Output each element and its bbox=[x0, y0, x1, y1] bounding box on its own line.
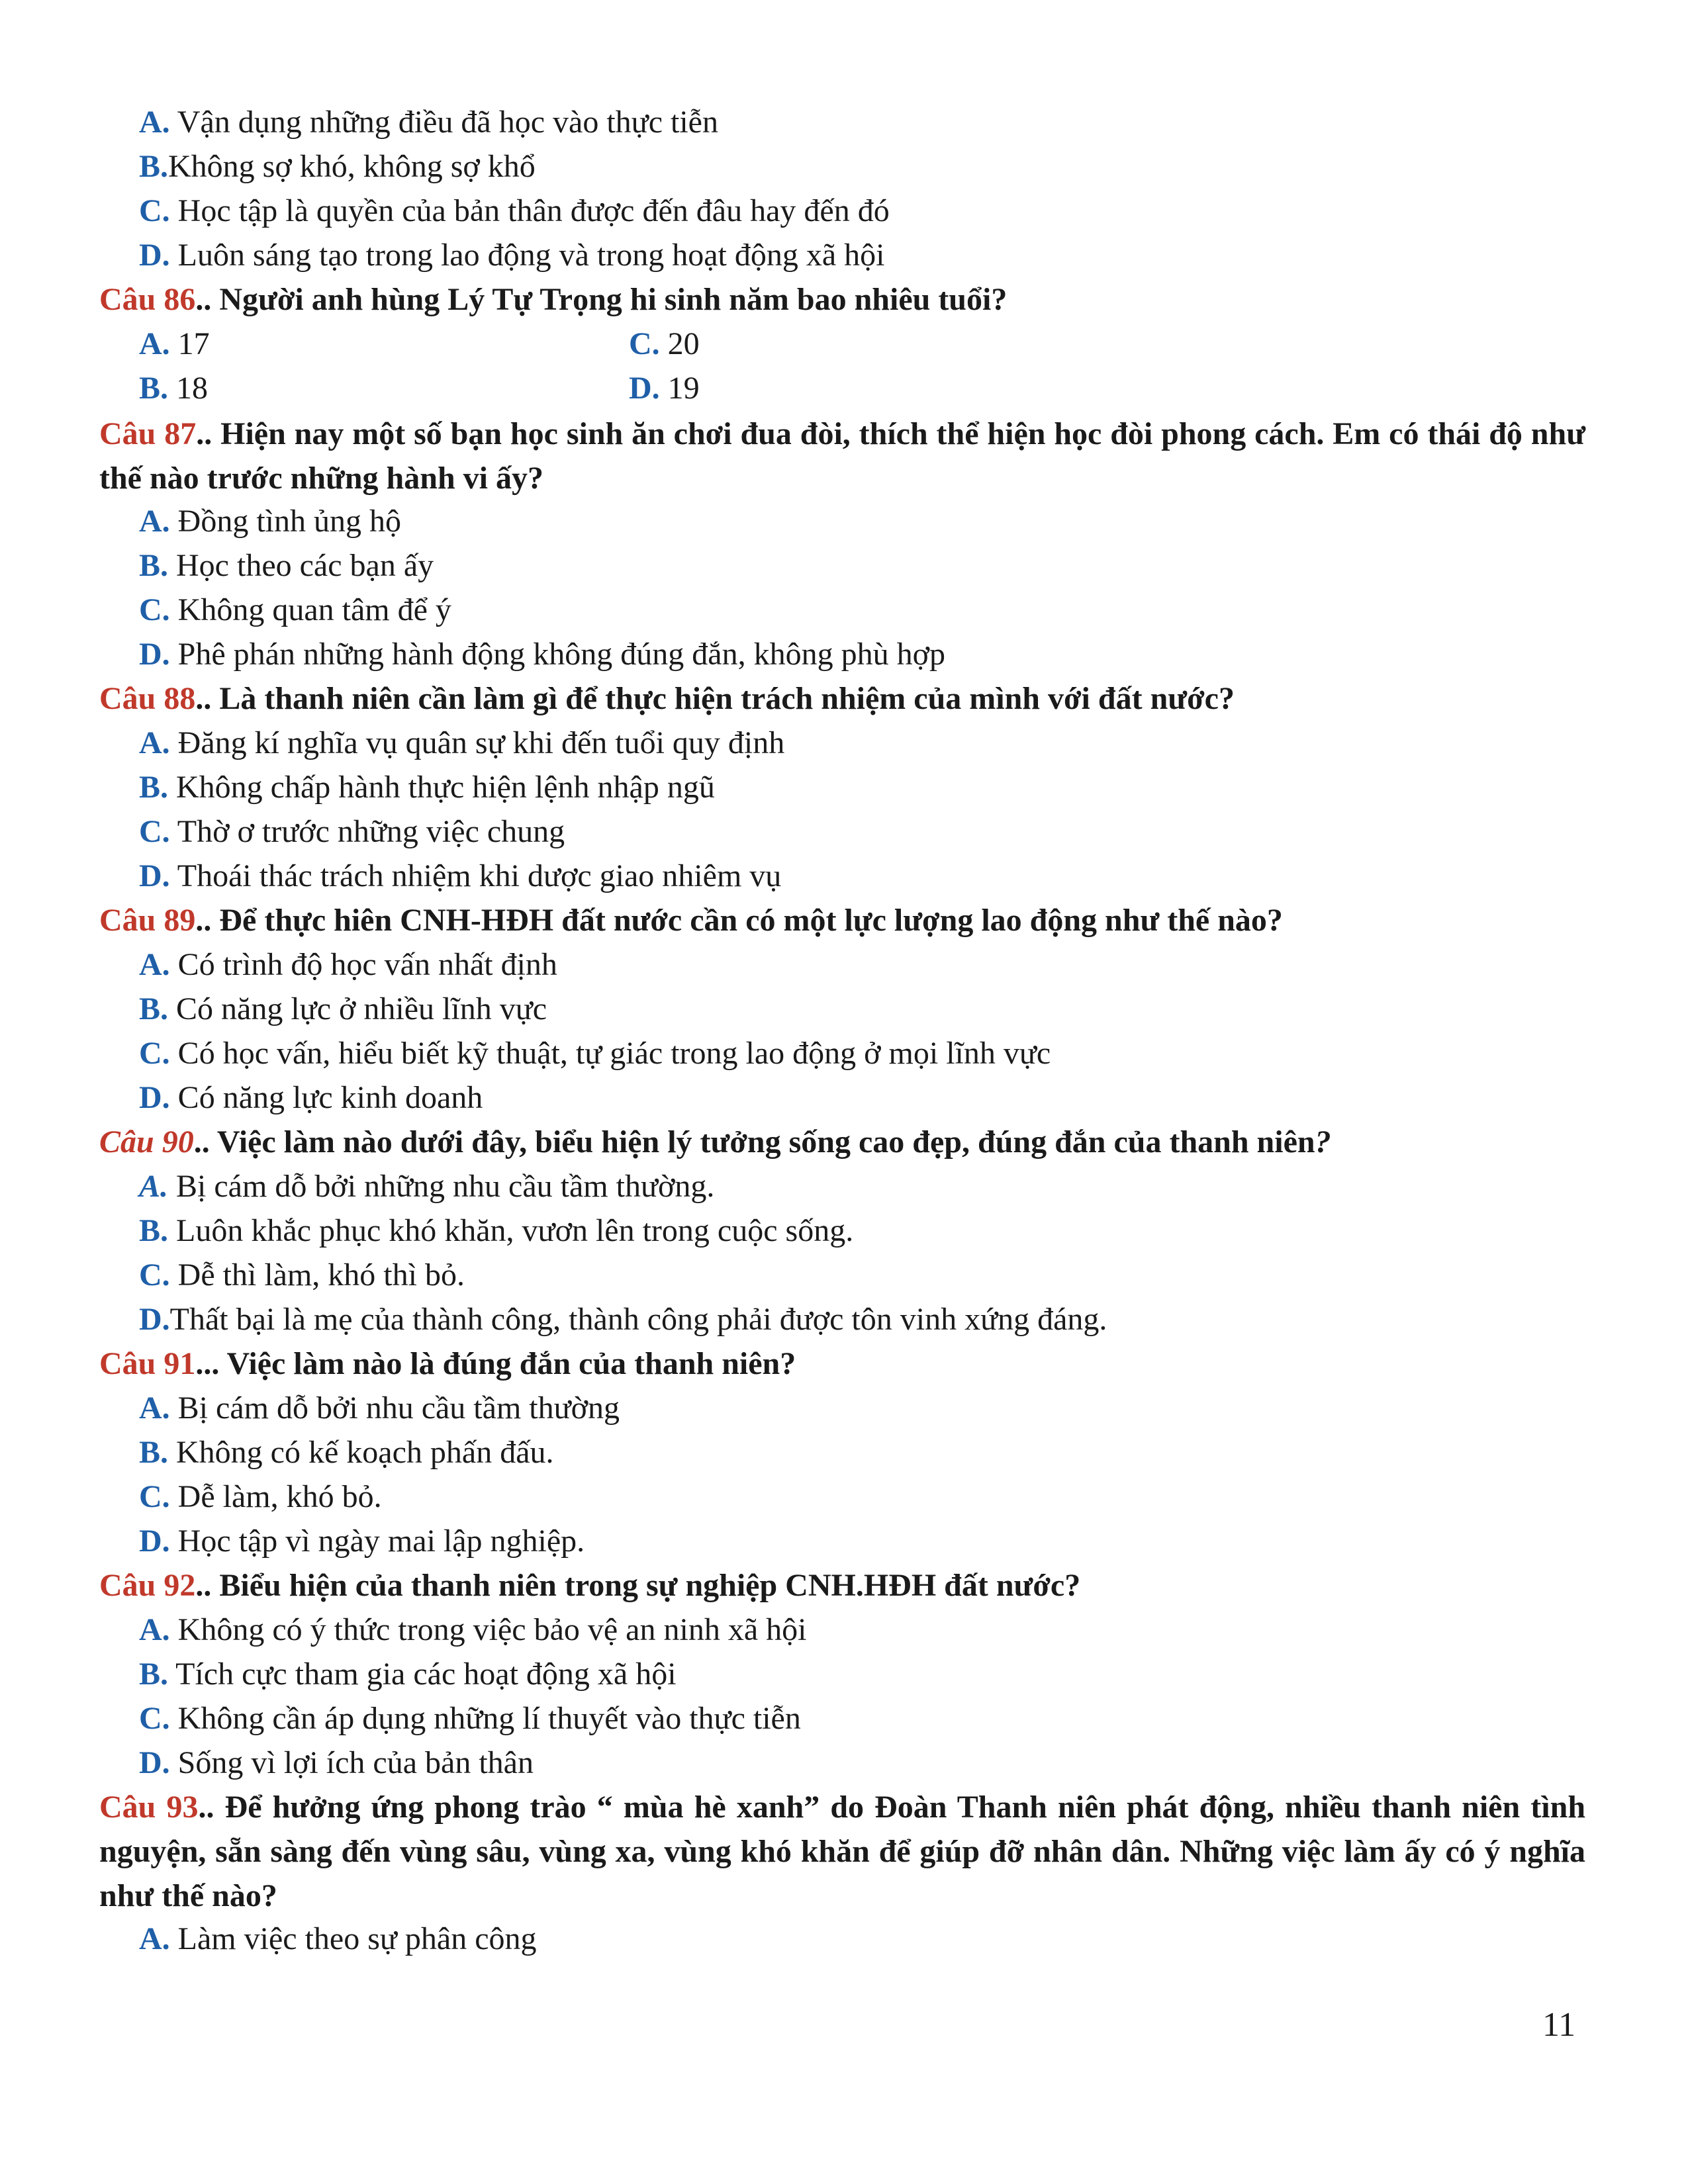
answer-text: Không chấp hành thực hiện lệnh nhập ngũ bbox=[168, 770, 715, 805]
question-91 bbox=[99, 1344, 796, 1384]
answer-d bbox=[139, 1300, 1107, 1340]
question-text: .. Để thực hiên CNH-HĐH đất nước cần có một lực lượng lao động như thế nào? bbox=[195, 903, 1283, 938]
answer-label: D. bbox=[139, 238, 170, 273]
answer-a bbox=[139, 1919, 537, 1959]
question-93 bbox=[99, 1785, 1585, 1918]
answer-d bbox=[139, 856, 781, 896]
answer-b bbox=[139, 1211, 853, 1251]
answer-label: D. bbox=[139, 1524, 170, 1559]
question-90 bbox=[99, 1122, 1331, 1162]
answer-text: Sống vì lợi ích của bản thân bbox=[169, 1745, 534, 1780]
answer-text: Phê phán những hành động không đúng đắn, không phù hợp bbox=[169, 637, 945, 672]
question-text: .. Hiện nay một số bạn học sinh ăn chơi đua đòi, thích thể hiện học đòi phong cách. Em có thái độ như thế nào trước những hành vi ấy? bbox=[99, 416, 1586, 496]
answer-text: Học theo các bạn ấy bbox=[168, 548, 434, 583]
answer-label: A. bbox=[139, 504, 170, 539]
answer-text: Có trình độ học vấn nhất định bbox=[169, 947, 557, 982]
answer-text: 19 bbox=[659, 371, 700, 406]
question-text: .. Người anh hùng Lý Tự Trọng hi sinh năm bao nhiêu tuổi? bbox=[195, 282, 1008, 317]
question-text: .. Để hưởng ứng phong trào “ mùa hè xanh” do Đoàn Thanh niên phát động, nhiều thanh niên tình nguyện, sẵn sàng đến vùng sâu, vùng xa, vùng khó khăn để giúp đỡ nhân dân. Những việc làm ấy có ý nghĩa như thế nào? bbox=[99, 1790, 1586, 1913]
question-mark: ? bbox=[1315, 1124, 1331, 1160]
answer-text: Dễ thì làm, khó thì bỏ. bbox=[169, 1257, 465, 1293]
answer-label: D. bbox=[139, 1080, 170, 1115]
answer-text: Luôn khắc phục khó khăn, vươn lên trong cuộc sống. bbox=[168, 1213, 854, 1248]
answer-label: C. bbox=[139, 1701, 170, 1736]
answer-c bbox=[139, 191, 890, 231]
answer-label: A. bbox=[139, 1921, 170, 1956]
answer-a bbox=[139, 502, 401, 541]
answer-a bbox=[139, 103, 718, 142]
answer-label: B. bbox=[139, 149, 169, 184]
answer-d bbox=[139, 635, 945, 674]
question-88 bbox=[99, 679, 1235, 719]
answer-text: Vận dụng những điều đã học vào thực tiễn bbox=[169, 105, 718, 140]
answer-label: A. bbox=[139, 1612, 170, 1647]
answer-text: Không quan tâm để ý bbox=[169, 592, 451, 627]
question-label: Câu 86 bbox=[99, 282, 196, 317]
question-text: .. Là thanh niên cần làm gì để thực hiện trách nhiệm của mình với đất nước? bbox=[195, 681, 1235, 716]
answer-text: Đăng kí nghĩa vụ quân sự khi đến tuổi quy định bbox=[169, 725, 785, 760]
question-87 bbox=[99, 412, 1585, 500]
answer-label: D. bbox=[139, 637, 170, 672]
answer-label: A. bbox=[139, 1169, 169, 1204]
answer-b bbox=[139, 546, 434, 586]
answer-d bbox=[629, 369, 700, 408]
answer-c bbox=[139, 590, 451, 630]
answer-a bbox=[139, 1388, 620, 1428]
answer-b bbox=[139, 1655, 677, 1694]
answer-label: D. bbox=[139, 1302, 170, 1337]
answer-c bbox=[139, 1034, 1051, 1073]
answer-label: B. bbox=[139, 371, 169, 406]
answer-text: 20 bbox=[659, 326, 700, 361]
answer-label: C. bbox=[139, 1257, 170, 1293]
answer-label: A. bbox=[139, 725, 170, 760]
answer-text: Thờ ơ trước những việc chung bbox=[169, 814, 565, 849]
answer-text: 17 bbox=[169, 326, 210, 361]
answer-text: Học tập vì ngày mai lập nghiệp. bbox=[169, 1524, 585, 1559]
answer-label: B. bbox=[139, 1435, 169, 1470]
answer-text: Không sợ khó, không sợ khổ bbox=[168, 149, 536, 184]
answer-b bbox=[139, 989, 547, 1029]
answer-label: D. bbox=[139, 1745, 170, 1780]
answer-a bbox=[139, 326, 210, 361]
answer-text: Không cần áp dụng những lí thuyết vào thực tiễn bbox=[169, 1701, 801, 1736]
answer-a bbox=[139, 723, 784, 763]
answer-b bbox=[139, 1433, 554, 1473]
answer-label: A. bbox=[139, 105, 170, 140]
question-92 bbox=[99, 1566, 1080, 1606]
answer-text: Không có kế koạch phấn đấu. bbox=[168, 1435, 554, 1470]
answer-label: D. bbox=[139, 858, 170, 893]
answer-b bbox=[139, 768, 715, 807]
answer-label: A. bbox=[139, 1390, 170, 1426]
answer-text: Dễ làm, khó bỏ. bbox=[169, 1479, 382, 1514]
answer-a bbox=[139, 945, 557, 985]
answer-text: Bị cám dỗ bởi nhu cầu tầm thường bbox=[169, 1390, 620, 1426]
answer-d bbox=[139, 236, 884, 275]
question-89 bbox=[99, 901, 1283, 940]
answer-text: Bị cám dỗ bởi những nhu cầu tầm thường. bbox=[168, 1169, 715, 1204]
answer-label: C. bbox=[139, 1036, 170, 1071]
question-label: Câu 93 bbox=[99, 1790, 199, 1825]
answer-row bbox=[139, 324, 933, 364]
answer-a bbox=[139, 1167, 714, 1206]
question-label: Câu 88 bbox=[99, 681, 196, 716]
question-label: Câu 89 bbox=[99, 903, 196, 938]
question-label: Câu 91 bbox=[99, 1346, 196, 1381]
answer-d bbox=[139, 1522, 585, 1561]
answer-c bbox=[139, 1699, 801, 1739]
question-label: Câu 87 bbox=[99, 416, 197, 451]
answer-d bbox=[139, 1078, 483, 1118]
answer-label: C. bbox=[139, 193, 170, 228]
question-text: .. Biểu hiện của thanh niên trong sự nghiệp CNH.HĐH đất nước? bbox=[195, 1568, 1081, 1603]
answer-label: B. bbox=[139, 548, 169, 583]
answer-c bbox=[629, 324, 700, 364]
answer-text: Thất bại là mẹ của thành công, thành công phải được tôn vinh xứng đáng. bbox=[169, 1302, 1107, 1337]
answer-text: 18 bbox=[168, 371, 209, 406]
answer-c bbox=[139, 812, 565, 852]
question-text: .. Việc làm nào dưới đây, biểu hiện lý tưởng sống cao đẹp, đúng đắn của thanh niên bbox=[193, 1124, 1315, 1160]
answer-text: Luôn sáng tạo trong lao động và trong hoạt động xã hội bbox=[169, 238, 885, 273]
answer-text: Có năng lực ở nhiều lĩnh vực bbox=[168, 991, 547, 1026]
answer-text: Làm việc theo sự phân công bbox=[169, 1921, 537, 1956]
question-label: Câu 90 bbox=[99, 1124, 194, 1160]
answer-label: C. bbox=[629, 326, 660, 361]
question-text: ... Việc làm nào là đúng đắn của thanh niên? bbox=[195, 1346, 796, 1381]
answer-label: C. bbox=[139, 814, 170, 849]
answer-a bbox=[139, 1610, 806, 1650]
answer-c bbox=[139, 1477, 382, 1517]
answer-label: A. bbox=[139, 947, 170, 982]
answer-label: B. bbox=[139, 770, 169, 805]
question-label: Câu 92 bbox=[99, 1568, 196, 1603]
answer-text: Đồng tình ủng hộ bbox=[169, 504, 402, 539]
page-number: 11 bbox=[1542, 2006, 1576, 2044]
answer-label: C. bbox=[139, 1479, 170, 1514]
answer-label: C. bbox=[139, 592, 170, 627]
answer-row bbox=[139, 369, 933, 408]
answer-text: Tích cực tham gia các hoạt động xã hội bbox=[168, 1657, 677, 1692]
question-86 bbox=[99, 280, 1007, 320]
answer-c bbox=[139, 1255, 465, 1295]
answer-b bbox=[139, 371, 208, 406]
answer-d bbox=[139, 1743, 534, 1783]
answer-b bbox=[139, 147, 536, 187]
answer-label: D. bbox=[629, 371, 660, 406]
answer-label: B. bbox=[139, 1657, 169, 1692]
answer-label: B. bbox=[139, 991, 169, 1026]
answer-text: Không có ý thức trong việc bảo vệ an ninh xã hội bbox=[169, 1612, 807, 1647]
answer-text: Có học vấn, hiểu biết kỹ thuật, tự giác trong lao động ở mọi lĩnh vực bbox=[169, 1036, 1051, 1071]
answer-text: Học tập là quyền của bản thân được đến đâu hay đến đó bbox=[169, 193, 890, 228]
answer-label: B. bbox=[139, 1213, 169, 1248]
answer-text: Có năng lực kinh doanh bbox=[169, 1080, 483, 1115]
answer-label: A. bbox=[139, 326, 170, 361]
answer-text: Thoái thác trách nhiệm khi dược giao nhiêm vụ bbox=[169, 858, 782, 893]
